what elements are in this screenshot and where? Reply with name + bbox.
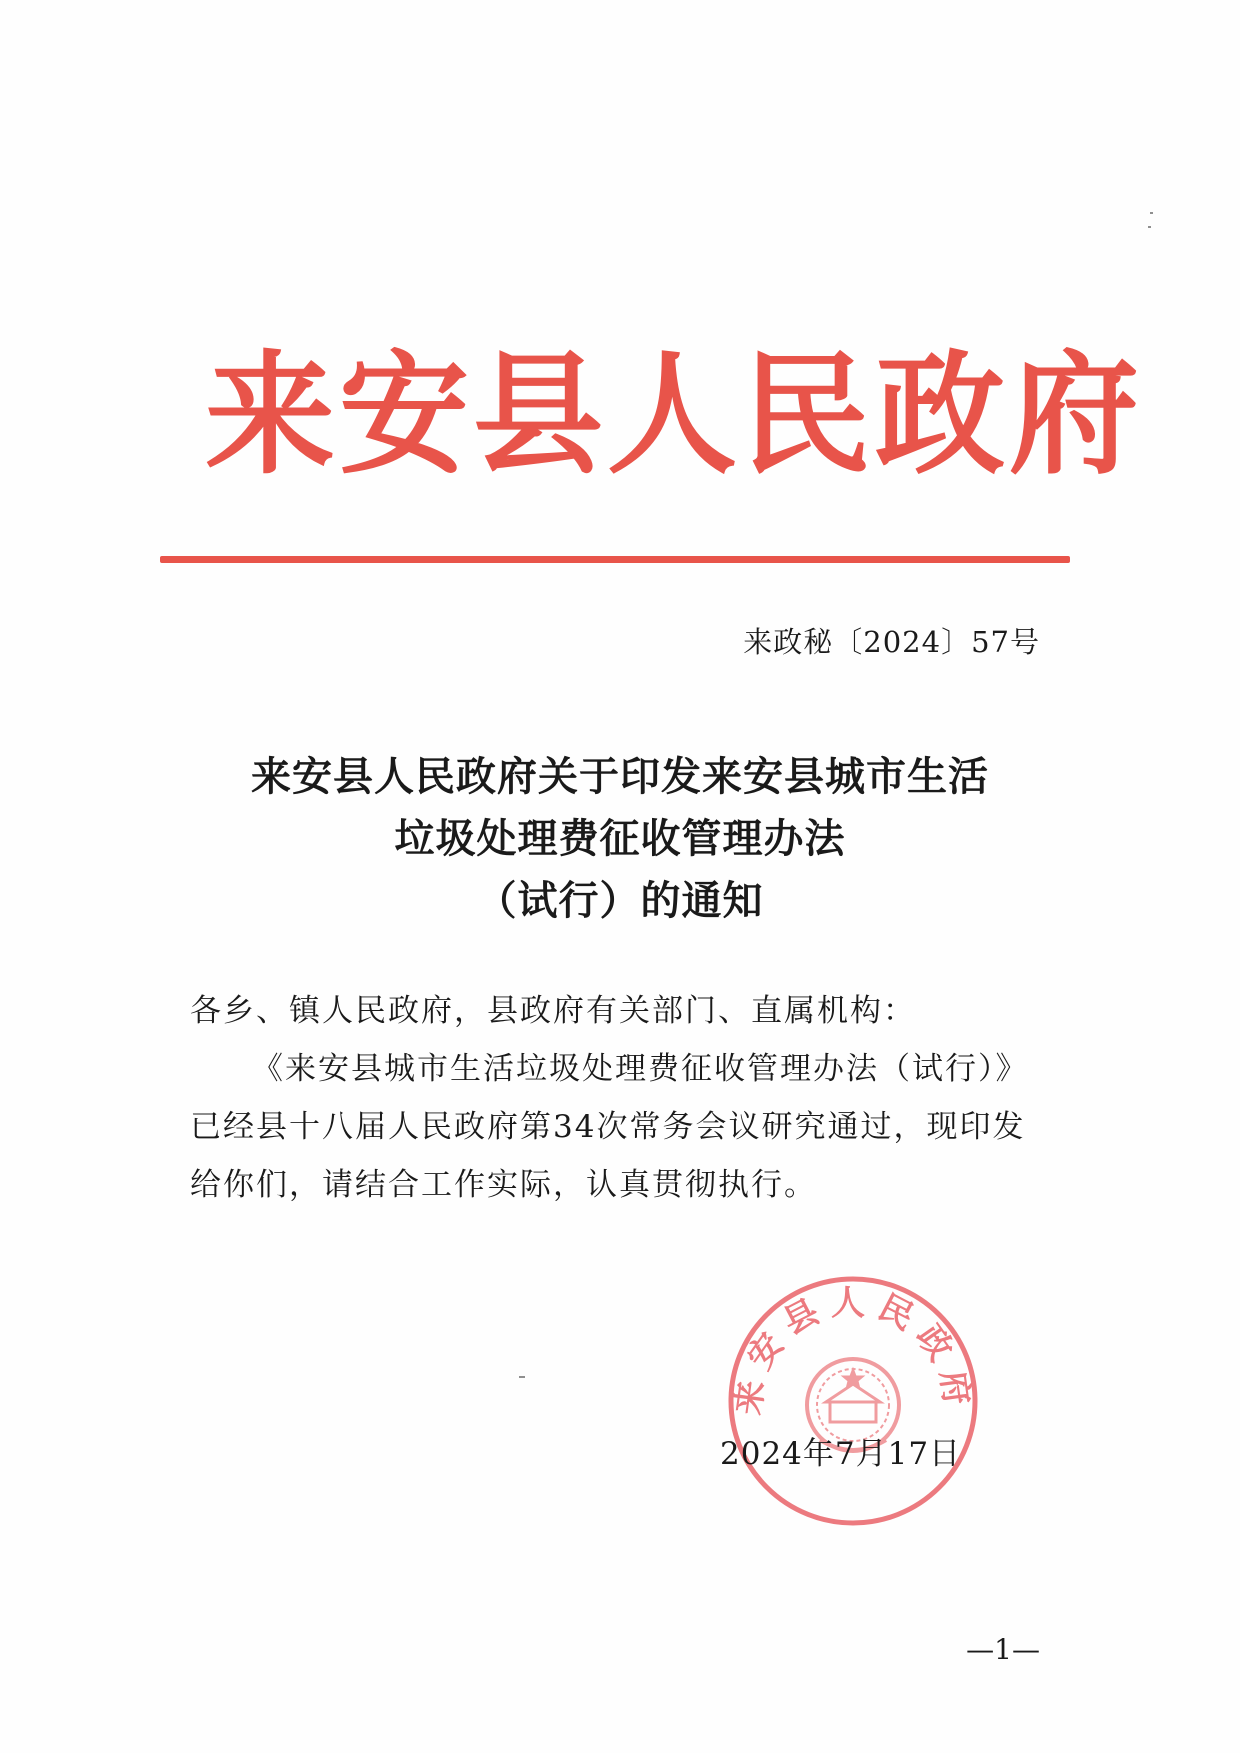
page-number: —1— [966,1633,1040,1666]
official-seal [722,1270,984,1532]
document-title [140,746,1100,932]
scan-speck [1150,212,1153,214]
document-number: 来政秘〔2024〕57号 [743,625,1040,659]
seal-text: 来安县人民政府 [728,1283,978,1418]
scan-speck [1148,226,1151,228]
document-body [190,982,1050,1214]
title-line-1: 来安县人民政府关于印发来安县城市生活 [251,754,989,800]
issue-date: 2024年7月17日 [720,1436,962,1472]
salutation: 各乡、镇人民政府，县政府有关部门、直属机构： [190,993,916,1029]
red-divider-line [160,556,1070,563]
scan-speck [519,1376,525,1378]
title-line-3: （试行）的通知 [476,878,764,924]
issuer-header: 来安县人民政府 [205,336,1144,493]
body-paragraph: 《来安县城市生活垃圾处理费征收管理办法（试行）》已经县十八届人民政府第34次常务会议研究通过，现印发给你们，请结合工作实际，认真贯彻执行。 [190,1051,1029,1203]
title-line-2: 垃圾处理费征收管理办法 [394,816,846,862]
